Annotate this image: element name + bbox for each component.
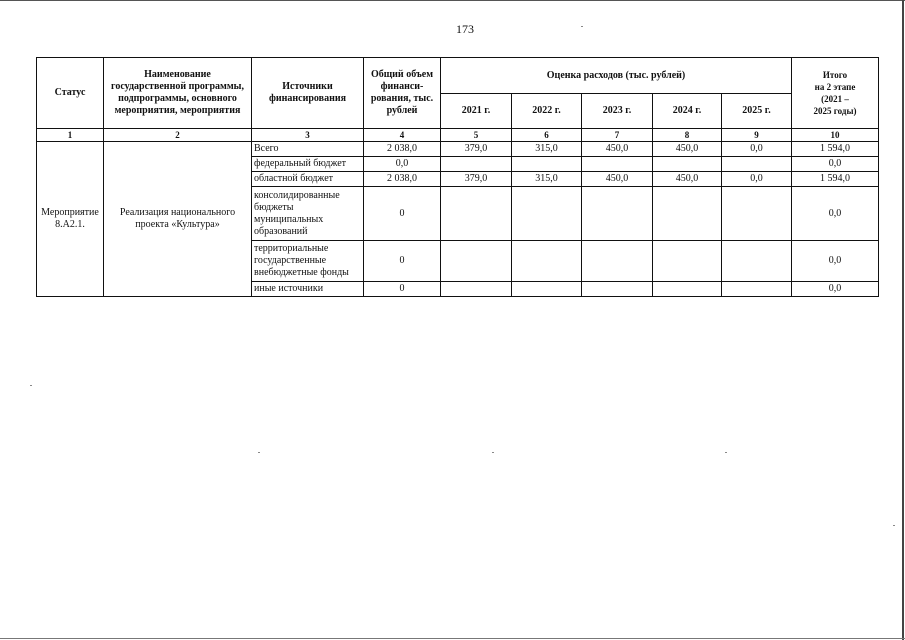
entry-status: Мероприятие 8.А2.1. bbox=[37, 142, 104, 297]
budget-table bbox=[36, 57, 879, 297]
year-cell bbox=[722, 157, 792, 172]
year-cell bbox=[441, 187, 512, 241]
year-cell: 450,0 bbox=[653, 142, 722, 157]
column-number: 1 bbox=[37, 129, 104, 142]
scan-speck bbox=[30, 385, 32, 386]
table-row bbox=[37, 142, 879, 157]
column-number: 7 bbox=[582, 129, 653, 142]
source-cell: Всего bbox=[252, 142, 364, 157]
header-year-2023: 2023 г. bbox=[582, 94, 653, 129]
source-cell: консолидированные бюджеты муниципальных образований bbox=[252, 187, 364, 241]
header-year-2022: 2022 г. bbox=[512, 94, 582, 129]
header-itogo bbox=[792, 58, 879, 129]
source-cell: федеральный бюджет bbox=[252, 157, 364, 172]
year-cell bbox=[722, 282, 792, 297]
source-cell: территориальные государственные внебюджетные фонды bbox=[252, 241, 364, 282]
scan-speck bbox=[581, 26, 583, 27]
year-cell bbox=[582, 241, 653, 282]
column-number: 8 bbox=[653, 129, 722, 142]
header-estimate: Оценка расходов (тыс. рублей) bbox=[441, 58, 792, 94]
year-cell: 450,0 bbox=[582, 172, 653, 187]
scan-speck bbox=[725, 452, 727, 453]
year-cell bbox=[653, 187, 722, 241]
header-total-volume: Общий объем финанси-рования, тыс. рублей bbox=[364, 58, 441, 129]
year-cell: 0,0 bbox=[722, 142, 792, 157]
itogo-cell: 1 594,0 bbox=[792, 142, 879, 157]
source-cell: иные источники bbox=[252, 282, 364, 297]
scan-speck bbox=[492, 452, 494, 453]
column-number: 4 bbox=[364, 129, 441, 142]
scan-speck bbox=[258, 452, 260, 453]
year-cell bbox=[722, 187, 792, 241]
year-cell: 315,0 bbox=[512, 172, 582, 187]
scan-edge-bottom bbox=[0, 638, 905, 639]
total-cell: 0,0 bbox=[364, 157, 441, 172]
year-cell: 450,0 bbox=[653, 172, 722, 187]
total-cell: 2 038,0 bbox=[364, 142, 441, 157]
year-cell: 379,0 bbox=[441, 172, 512, 187]
column-number: 3 bbox=[252, 129, 364, 142]
column-number: 9 bbox=[722, 129, 792, 142]
year-cell bbox=[582, 157, 653, 172]
header-status: Статус bbox=[37, 58, 104, 129]
year-cell bbox=[512, 241, 582, 282]
year-cell bbox=[512, 187, 582, 241]
header-itogo-line2: на 2 этапе bbox=[814, 82, 856, 92]
page-number: 173 bbox=[456, 22, 474, 36]
year-cell bbox=[441, 157, 512, 172]
scan-speck bbox=[893, 525, 895, 526]
column-number: 10 bbox=[792, 129, 879, 142]
header-row-1 bbox=[37, 58, 879, 94]
header-program-name: Наименование государственной программы, подпрограммы, основного мероприятия, мероприятия bbox=[104, 58, 252, 129]
year-cell: 450,0 bbox=[582, 142, 653, 157]
scan-edge-top bbox=[0, 0, 905, 1]
column-number-row bbox=[37, 129, 879, 142]
header-itogo-line4: 2025 годы) bbox=[813, 106, 857, 116]
itogo-cell: 0,0 bbox=[792, 187, 879, 241]
year-cell: 0,0 bbox=[722, 172, 792, 187]
year-cell bbox=[722, 241, 792, 282]
total-cell: 2 038,0 bbox=[364, 172, 441, 187]
total-cell: 0 bbox=[364, 187, 441, 241]
total-cell: 0 bbox=[364, 282, 441, 297]
header-year-2024: 2024 г. bbox=[653, 94, 722, 129]
header-itogo-line3: (2021 – bbox=[821, 94, 849, 104]
year-cell bbox=[582, 187, 653, 241]
total-cell: 0 bbox=[364, 241, 441, 282]
year-cell bbox=[441, 282, 512, 297]
itogo-cell: 0,0 bbox=[792, 241, 879, 282]
year-cell bbox=[653, 157, 722, 172]
year-cell bbox=[653, 282, 722, 297]
source-cell: областной бюджет bbox=[252, 172, 364, 187]
column-number: 2 bbox=[104, 129, 252, 142]
year-cell bbox=[653, 241, 722, 282]
header-year-2021: 2021 г. bbox=[441, 94, 512, 129]
itogo-cell: 1 594,0 bbox=[792, 172, 879, 187]
year-cell: 379,0 bbox=[441, 142, 512, 157]
scan-edge-right bbox=[902, 0, 904, 640]
year-cell bbox=[512, 157, 582, 172]
itogo-cell: 0,0 bbox=[792, 282, 879, 297]
header-sources: Источники финансирования bbox=[252, 58, 364, 129]
year-cell bbox=[582, 282, 653, 297]
header-itogo-line1: Итого bbox=[822, 70, 848, 80]
itogo-cell: 0,0 bbox=[792, 157, 879, 172]
year-cell bbox=[441, 241, 512, 282]
year-cell: 315,0 bbox=[512, 142, 582, 157]
entry-name: Реализация национального проекта «Культура» bbox=[104, 142, 252, 297]
year-cell bbox=[512, 282, 582, 297]
column-number: 6 bbox=[512, 129, 582, 142]
header-year-2025: 2025 г. bbox=[722, 94, 792, 129]
column-number: 5 bbox=[441, 129, 512, 142]
